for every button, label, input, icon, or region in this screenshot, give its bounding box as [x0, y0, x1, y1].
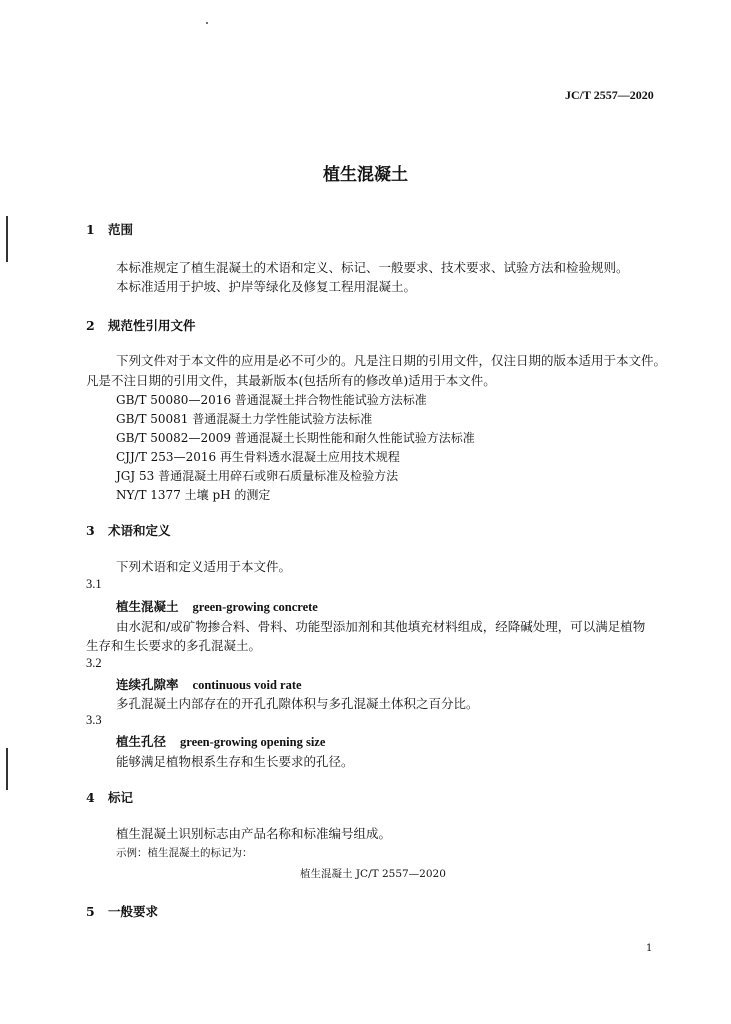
reference-item: GB/T 50082—2009 普通混凝土长期性能和耐久性能试验方法标准 — [116, 431, 475, 445]
term-definition: 多孔混凝土内部存在的开孔孔隙体积与多孔混凝土体积之百分比。 — [116, 696, 479, 711]
term-cn: 植生混凝土 — [116, 599, 179, 614]
reference-item: CJJ/T 253—2016 再生骨料透水混凝土应用技术规程 — [116, 450, 400, 464]
paragraph: 本标准适用于护坡、护岸等绿化及修复工程用混凝土。 — [116, 279, 417, 294]
term-en: continuous void rate — [192, 678, 302, 692]
section-heading-4: 4 标记 — [86, 790, 134, 805]
term-entry — [116, 597, 318, 615]
section-heading-3: 3 术语和定义 — [86, 523, 171, 538]
reference-item: GB/T 50080—2016 普通混凝土拌合物性能试验方法标准 — [116, 393, 427, 407]
term-en: green-growing concrete — [192, 600, 318, 614]
term-en: green-growing opening size — [180, 735, 326, 749]
term-number: 3.3 — [86, 713, 102, 727]
term-cn: 植生孔径 — [116, 734, 167, 749]
reference-item: NY/T 1377 土壤 pH 的测定 — [116, 488, 271, 502]
term-cn: 连续孔隙率 — [116, 677, 179, 692]
paragraph: 凡是不注日期的引用文件，其最新版本(包括所有的修改单)适用于本文件。 — [86, 373, 496, 388]
paragraph: 下列文件对于本文件的应用是必不可少的。凡是注日期的引用文件，仅注日期的版本适用于本文件。 — [116, 353, 667, 368]
standard-code: JC/T 2557—2020 — [565, 88, 654, 102]
page-number: 1 — [646, 943, 653, 954]
section-heading-5: 5 一般要求 — [86, 904, 159, 919]
term-definition: 由水泥和/或矿物掺合料、骨料、功能型添加剂和其他填充材料组成，经降碱处理，可以满足植物 — [116, 619, 646, 634]
page-title: 植生混凝土 — [323, 165, 408, 185]
section-heading-1: 1 范围 — [86, 222, 134, 237]
reference-item: JGJ 53 普通混凝土用碎石或卵石质量标准及检验方法 — [116, 469, 399, 483]
paragraph: 下列术语和定义适用于本文件。 — [116, 559, 292, 574]
term-number: 3.2 — [86, 656, 102, 670]
example-marking: 植生混凝土 JC/T 2557—2020 — [300, 868, 446, 880]
example-label: 示例：植生混凝土的标记为： — [116, 847, 253, 859]
term-entry — [116, 675, 302, 693]
section-heading-2: 2 规范性引用文件 — [86, 318, 196, 333]
binding-mark — [6, 748, 8, 790]
paragraph: 植生混凝土识别标志由产品名称和标准编号组成。 — [116, 826, 392, 841]
term-definition: 生存和生长要求的多孔混凝土。 — [86, 638, 262, 653]
term-number: 3.1 — [86, 577, 102, 591]
binding-mark — [6, 216, 8, 262]
reference-item: GB/T 50081 普通混凝土力学性能试验方法标准 — [116, 412, 373, 426]
term-definition: 能够满足植物根系生存和生长要求的孔径。 — [116, 754, 354, 769]
paragraph: 本标准规定了植生混凝土的术语和定义、标记、一般要求、技术要求、试验方法和检验规则。 — [116, 260, 629, 275]
term-entry — [116, 732, 325, 750]
scan-speck — [206, 22, 208, 24]
